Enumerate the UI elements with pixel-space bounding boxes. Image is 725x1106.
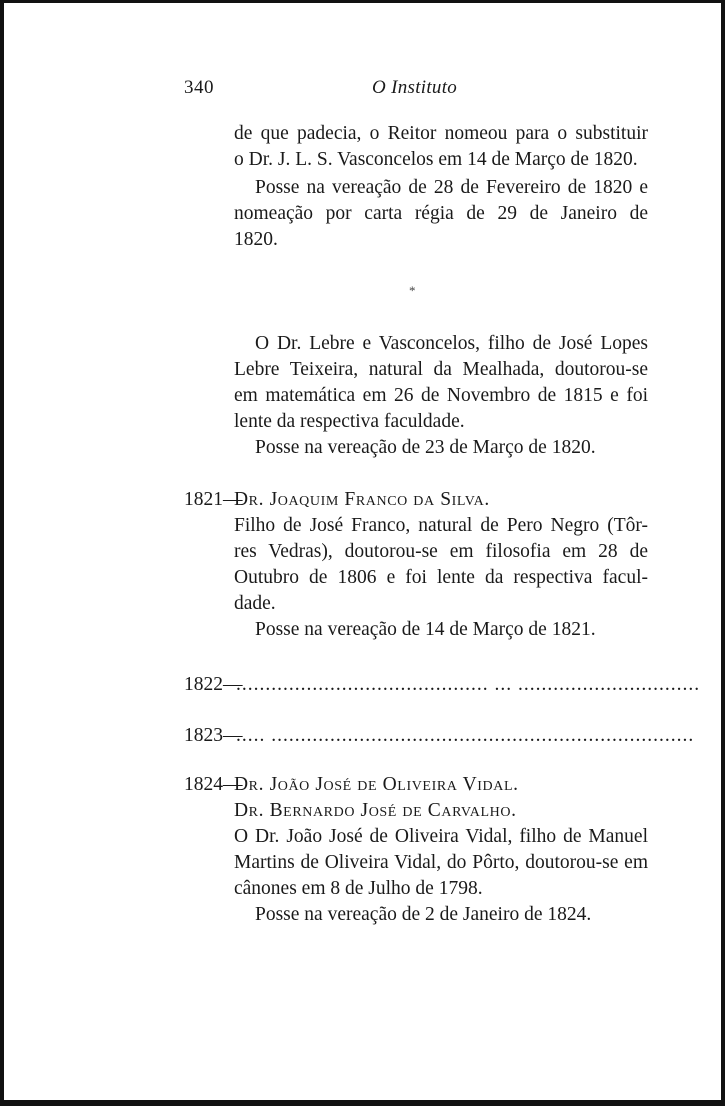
entry-1821-line-2: res Vedras), doutorou-se em filosofia em 28 de <box>234 541 648 562</box>
posse-1-line-2: nomeação por carta régia de 29 de Janeiro de <box>234 203 648 224</box>
year-1821: 1821— <box>184 489 243 510</box>
section-separator: * <box>409 283 416 298</box>
name-1824-b: Dr. Bernardo José de Carvalho. <box>234 800 517 821</box>
lebre-line-4: lente da respectiva faculdade. <box>234 411 465 432</box>
name-1821: Dr. Joaquim Franco da Silva. <box>234 489 490 510</box>
name-1824-a: Dr. João José de Oliveira Vidal. <box>234 774 519 795</box>
running-title: O Instituto <box>372 77 458 98</box>
year-1824: 1824— <box>184 774 243 795</box>
lebre-posse: Posse na vereação de 23 de Março de 1820. <box>255 437 596 458</box>
posse-1-line-1: Posse na vereação de 28 de Fevereiro de 1820 e <box>255 177 648 198</box>
dots-1822: ........................................... ... ............................... <box>236 674 701 695</box>
posse-1-line-3: 1820. <box>234 229 278 250</box>
lebre-line-3: em matemática em 26 de Novembro de 1815 e foi <box>234 385 648 406</box>
year-1823: 1823— <box>184 725 243 746</box>
lebre-line-1: O Dr. Lebre e Vasconcelos, filho de José Lopes <box>255 333 648 354</box>
entry-1824-posse: Posse na vereação de 2 de Janeiro de 1824. <box>255 904 592 925</box>
entry-1824-line-3: cânones em 8 de Julho de 1798. <box>234 878 483 899</box>
entry-1824-line-1: O Dr. João José de Oliveira Vidal, filho de Manuel <box>234 826 648 847</box>
entry-1821-line-1: Filho de José Franco, natural de Pero Negro (Tôr- <box>234 515 648 536</box>
entry-1821-line-3: Outubro de 1806 e foi lente da respectiva facul- <box>234 567 648 588</box>
entry-1824-line-2: Martins de Oliveira Vidal, do Pôrto, doutorou-se em <box>234 852 648 873</box>
page-number: 340 <box>184 77 214 98</box>
top-line-2: o Dr. J. L. S. Vasconcelos em 14 de Março de 1820. <box>234 149 638 170</box>
entry-1821-line-4: dade. <box>234 593 276 614</box>
entry-1821-posse: Posse na vereação de 14 de Março de 1821. <box>255 619 596 640</box>
year-1822: 1822— <box>184 674 243 695</box>
dots-1823: ..... ........................................................................ <box>236 725 695 746</box>
lebre-line-2: Lebre Teixeira, natural da Mealhada, doutorou-se <box>234 359 648 380</box>
top-line-1: de que padecia, o Reitor nomeou para o substituir <box>234 123 648 144</box>
